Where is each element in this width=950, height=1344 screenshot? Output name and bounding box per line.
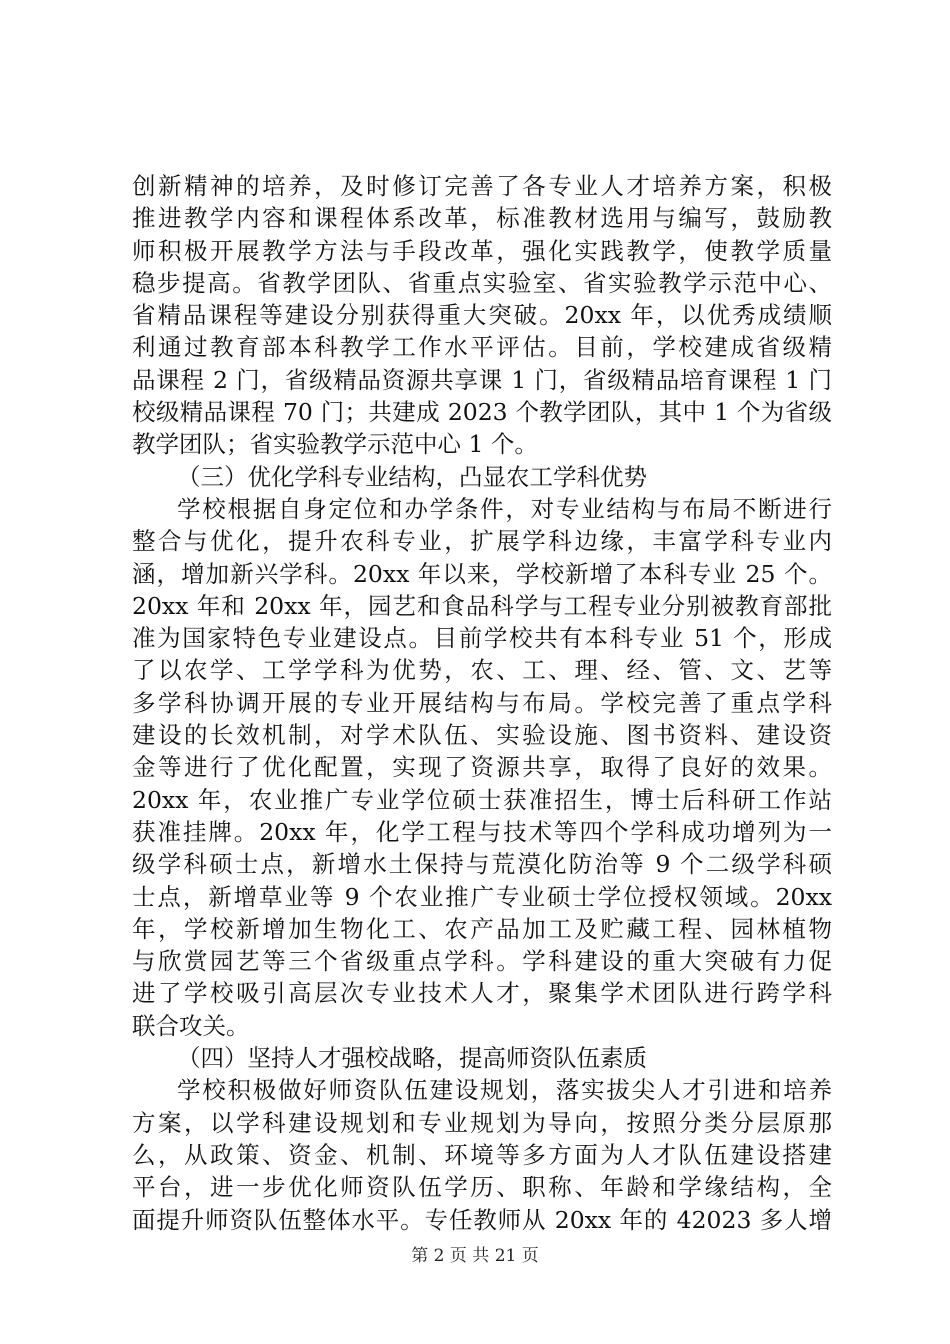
text-line: 建设的长效机制，对学术队伍、实验设施、图书资料、建设资 [132,721,832,750]
text-line: 教学团队；省实验教学示范中心 1 个。 [132,430,538,459]
page-footer: 第 2 页 共 21 页 [411,1246,539,1266]
text-line: 整合与优化，提升农科专业，扩展学科边缘，丰富学科专业内 [132,527,832,556]
text-line: 涵，增加新兴学科。20xx 年以来，学校新增了本科专业 25 个。 [132,559,832,588]
text-line: 多学科协调开展的专业开展结构与布局。学校完善了重点学科 [132,688,832,717]
text-line: 金等进行了优化配置，实现了资源共享，取得了良好的效果。 [132,753,832,782]
text-line: 进了学校吸引高层次专业技术人才，聚集学术团队进行跨学科 [132,979,832,1008]
document-body [132,170,832,1236]
text-line: 了以农学、工学学科为优势，农、工、理、经、管、文、艺等 [132,656,832,685]
text-line: 方案，以学科建设规划和专业规划为导向，按照分类分层原那 [132,1108,832,1137]
text-line: 准为国家特色专业建设点。目前学校共有本科专业 51 个，形成 [132,624,832,653]
text-line: 校级精品课程 70 门；共建成 2023 个教学团队，其中 1 个为省级 [132,398,832,427]
text-line: 省精品课程等建设分别获得重大突破。20xx 年，以优秀成绩顺 [132,301,832,330]
text-line: 么，从政策、资金、机制、环境等多方面为人才队伍建设搭建 [132,1140,832,1169]
text-line: 推进教学内容和课程体系改革，标准教材选用与编写，鼓励教 [132,204,832,233]
text-line: 面提升师资队伍整体水平。专任教师从 20xx 年的 42023 多人增 [132,1205,832,1234]
section-heading: （三）优化学科专业结构，凸显农工学科优势 [177,462,647,491]
text-line: 士点，新增草业等 9 个农业推广专业硕士学位授权领域。20xx [132,882,832,911]
text-line: 20xx 年和 20xx 年，园艺和食品科学与工程专业分别被教育部批 [132,591,832,620]
text-line: 师积极开展教学方法与手段改革，强化实践教学，使教学质量 [132,236,832,265]
text-line: 学校根据自身定位和办学条件，对专业结构与布局不断进行 [177,494,832,523]
text-line: 与欣赏园艺等三个省级重点学科。学科建设的重大突破有力促 [132,947,832,976]
text-line: 级学科硕士点，新增水土保持与荒漠化防治等 9 个二级学科硕 [132,850,832,879]
text-line: 年，学校新增加生物化工、农产品加工及贮藏工程、园林植物 [132,914,832,943]
text-line: 平台，进一步优化师资队伍学历、职称、年龄和学缘结构，全 [132,1173,832,1202]
text-line: 利通过教育部本科教学工作水平评估。目前，学校建成省级精 [132,333,832,362]
text-line: 获准挂牌。20xx 年，化学工程与技术等四个学科成功增列为一 [132,817,832,846]
text-line: 品课程 2 门，省级精品资源共享课 1 门，省级精品培育课程 1 门 [132,365,832,394]
text-line: 学校积极做好师资队伍建设规划，落实拔尖人才引进和培养 [177,1076,832,1105]
text-line: 20xx 年，农业推广专业学位硕士获准招生，博士后科研工作站 [132,785,832,814]
section-heading: （四）坚持人才强校战略，提高师资队伍素质 [177,1044,647,1073]
text-line: 联合攻关。 [132,1011,250,1040]
text-line: 稳步提高。省教学团队、省重点实验室、省实验教学示范中心、 [132,268,832,297]
text-line: 创新精神的培养，及时修订完善了各专业人才培养方案，积极 [132,172,832,200]
